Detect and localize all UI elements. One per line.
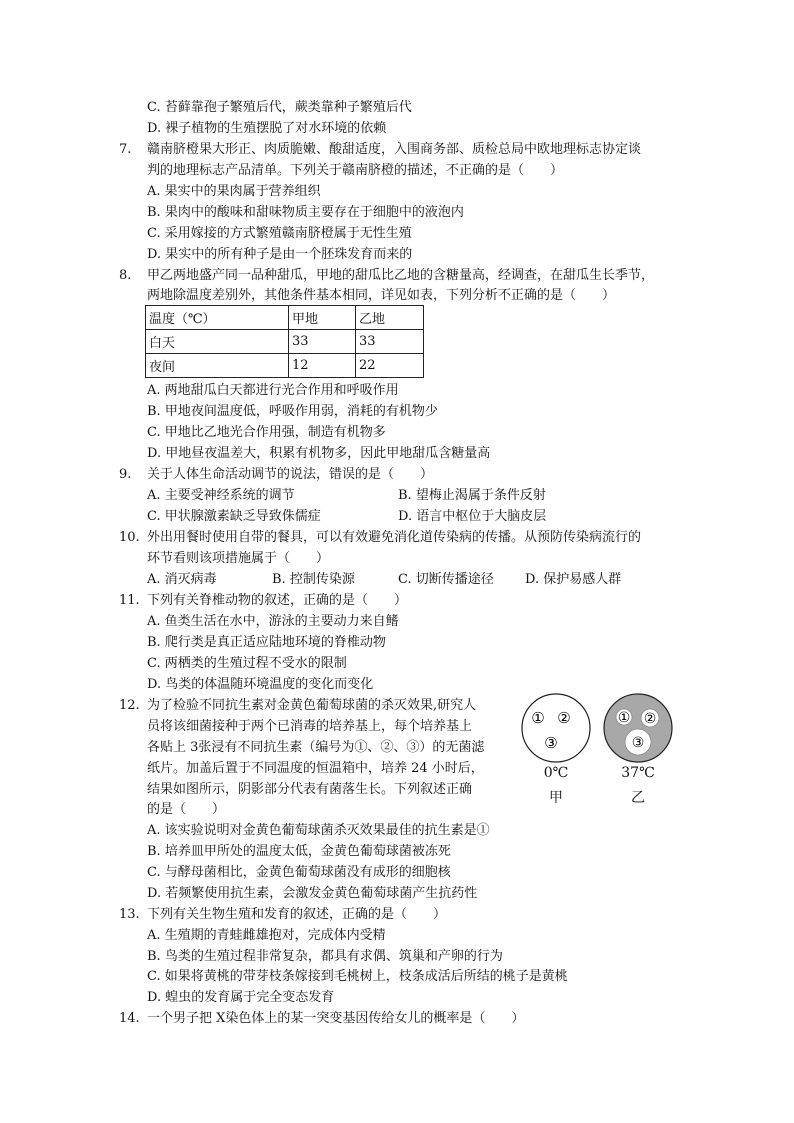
- dish-jia-temperature: 0℃: [543, 765, 569, 781]
- petri-dish-figure: [518, 690, 678, 770]
- disc-label: ②: [557, 709, 571, 727]
- q11-number: 11.: [119, 593, 140, 608]
- q12-stem-line2: 员将该细菌接种于两个已消毒的培养基上，每个培养基上: [147, 719, 473, 734]
- dish-yi-temperature: 37℃: [621, 765, 655, 781]
- table-row: [146, 330, 424, 354]
- table-header-cell: 温度（℃）: [146, 306, 289, 330]
- table-cell: 33: [289, 330, 356, 354]
- q9-option-c: C. 甲状腺激素缺乏导致侏儒症: [147, 509, 321, 524]
- q13-stem: 下列有关生物生殖和发育的叙述，正确的是（ ）: [147, 907, 447, 922]
- q12-stem-line4: 纸片。加盖后置于不同温度的恒温箱中，培养 24 小时后，: [147, 761, 484, 776]
- q8-option-a: A. 两地甜瓜白天都进行光合作用和呼吸作用: [147, 383, 399, 398]
- q7-option-a: A. 果实中的果肉属于营养组织: [147, 184, 321, 199]
- q8-stem-line2: 两地除温度差别外，其他条件基本相同，详见如表，下列分析不正确的是（ ）: [147, 288, 616, 303]
- q10-stem-line1: 外出用餐时使用自带的餐具，可以有效避免消化道传染病的传播。从预防传染病流行的: [147, 530, 642, 545]
- q9-option-a: A. 主要受神经系统的调节: [147, 488, 295, 503]
- q6-option-d: D. 裸子植物的生殖摆脱了对水环境的依赖: [147, 121, 387, 136]
- q7-stem-line1: 赣南脐橙果大形正、肉质脆嫩、酸甜适度，入围商务部、质检总局中欧地理标志协定谈: [147, 142, 642, 157]
- q10-option-b: B. 控制传染源: [272, 572, 355, 587]
- disc-label: ①: [531, 709, 545, 727]
- q10-stem-line2: 环节看则该项措施属于（ ）: [147, 551, 330, 566]
- q11-option-b: B. 爬行类是真正适应陆地环境的脊椎动物: [147, 635, 386, 650]
- table-header-cell: 乙地: [356, 306, 424, 330]
- q8-number: 8.: [119, 268, 132, 283]
- q7-option-d: D. 果实中的所有种子是由一个胚珠发育而来的: [147, 247, 413, 262]
- q13-option-d: D. 蝗虫的发育属于完全变态发育: [147, 990, 335, 1005]
- disc-label: ②: [643, 711, 657, 727]
- petri-dish-yi: [604, 694, 672, 762]
- q12-option-c: C. 与酵母菌相比，金黄色葡萄球菌没有成形的细胞核: [147, 865, 451, 880]
- petri-dish-jia: [522, 694, 590, 762]
- disc-label: ①: [617, 710, 631, 726]
- q12-option-b: B. 培养皿甲所处的温度太低，金黄色葡萄球菌被冻死: [147, 844, 451, 859]
- q10-number: 10.: [119, 530, 140, 545]
- q12-number: 12.: [119, 698, 140, 713]
- q11-option-c: C. 两栖类的生殖过程不受水的限制: [147, 656, 347, 671]
- table-header-cell: 甲地: [289, 306, 356, 330]
- q7-option-c: C. 采用嫁接的方式繁殖赣南脐橙属于无性生殖: [147, 226, 412, 241]
- q11-option-d: D. 鸟类的体温随环境温度的变化而变化: [147, 677, 374, 692]
- q14-number: 14.: [119, 1011, 140, 1026]
- table-header-row: [146, 306, 424, 330]
- dish-jia-name: 甲: [549, 790, 563, 806]
- table-cell: 白天: [146, 330, 289, 354]
- q11-option-a: A. 鱼类生活在水中，游泳的主要动力来自鳍: [147, 614, 399, 629]
- q10-option-a: A. 消灭病毒: [147, 572, 217, 587]
- q10-option-c: C. 切断传播途径: [398, 572, 494, 587]
- q13-option-b: B. 鸟类的生殖过程非常复杂，都具有求偶、筑巢和产卵的行为: [147, 949, 503, 964]
- q8-option-b: B. 甲地夜间温度低，呼吸作用弱，消耗的有机物少: [147, 404, 438, 419]
- disc-label: ③: [544, 734, 558, 752]
- q13-option-a: A. 生殖期的青蛙雌雄抱对，完成体内受精: [147, 928, 386, 943]
- q12-option-d: D. 若频繁使用抗生素，会激发金黄色葡萄球菌产生抗药性: [147, 886, 478, 901]
- q7-option-b: B. 果肉中的酸味和甜味物质主要存在于细胞中的液泡内: [147, 205, 464, 220]
- disc-label: ③: [631, 735, 645, 751]
- q7-stem-line2: 判的地理标志产品清单。下列关于赣南脐橙的描述，不正确的是（ ）: [147, 163, 564, 178]
- q6-option-c: C. 苔藓靠孢子繁殖后代，蕨类靠种子繁殖后代: [147, 100, 412, 115]
- dish-yi-name: 乙: [631, 790, 645, 806]
- table-row: [146, 354, 424, 378]
- q10-option-d: D. 保护易感人群: [525, 572, 622, 587]
- table-cell: 33: [356, 330, 424, 354]
- q11-stem: 下列有关脊椎动物的叙述，正确的是（ ）: [147, 593, 408, 608]
- q9-stem: 关于人体生命活动调节的说法，错误的是（ ）: [147, 467, 434, 482]
- q14-stem: 一个男子把 X染色体上的某一突变基因传给女儿的概率是（ ）: [147, 1011, 525, 1026]
- q7-number: 7.: [119, 142, 132, 157]
- q13-number: 13.: [119, 907, 140, 922]
- table-cell: 12: [289, 354, 356, 378]
- q9-number: 9.: [119, 467, 132, 482]
- q12-stem-line1: 为了检验不同抗生素对金黄色葡萄球菌的杀灭效果,研究人: [147, 698, 477, 713]
- q8-stem-line1: 甲乙两地盛产同一品种甜瓜，甲地的甜瓜比乙地的含糖量高，经调查，在甜瓜生长季节，: [147, 268, 655, 283]
- q12-stem-line5: 结果如图所示，阴影部分代表有菌落生长。下列叙述正确: [147, 782, 473, 797]
- q12-option-a: A. 该实验说明对金黄色葡萄球菌杀灭效果最佳的抗生素是①: [147, 823, 490, 838]
- q12-stem-line3: 各贴上 3张浸有不同抗生素（编号为①、②、③）的无菌滤: [147, 740, 485, 755]
- q9-option-b: B. 望梅止渴属于条件反射: [398, 488, 546, 503]
- temperature-table: [145, 305, 424, 378]
- table-cell: 夜间: [146, 354, 289, 378]
- q8-option-d: D. 甲地昼夜温差大，积累有机物多，因此甲地甜瓜含糖量高: [147, 446, 491, 461]
- q12-stem-line6: 的是（ ）: [147, 802, 226, 817]
- q9-option-d: D. 语言中枢位于大脑皮层: [398, 509, 547, 524]
- q8-option-c: C. 甲地比乙地光合作用强，制造有机物多: [147, 425, 386, 440]
- table-cell: 22: [356, 354, 424, 378]
- q13-option-c: C. 如果将黄桃的带芽枝条嫁接到毛桃树上，枝条成活后所结的桃子是黄桃: [147, 969, 568, 984]
